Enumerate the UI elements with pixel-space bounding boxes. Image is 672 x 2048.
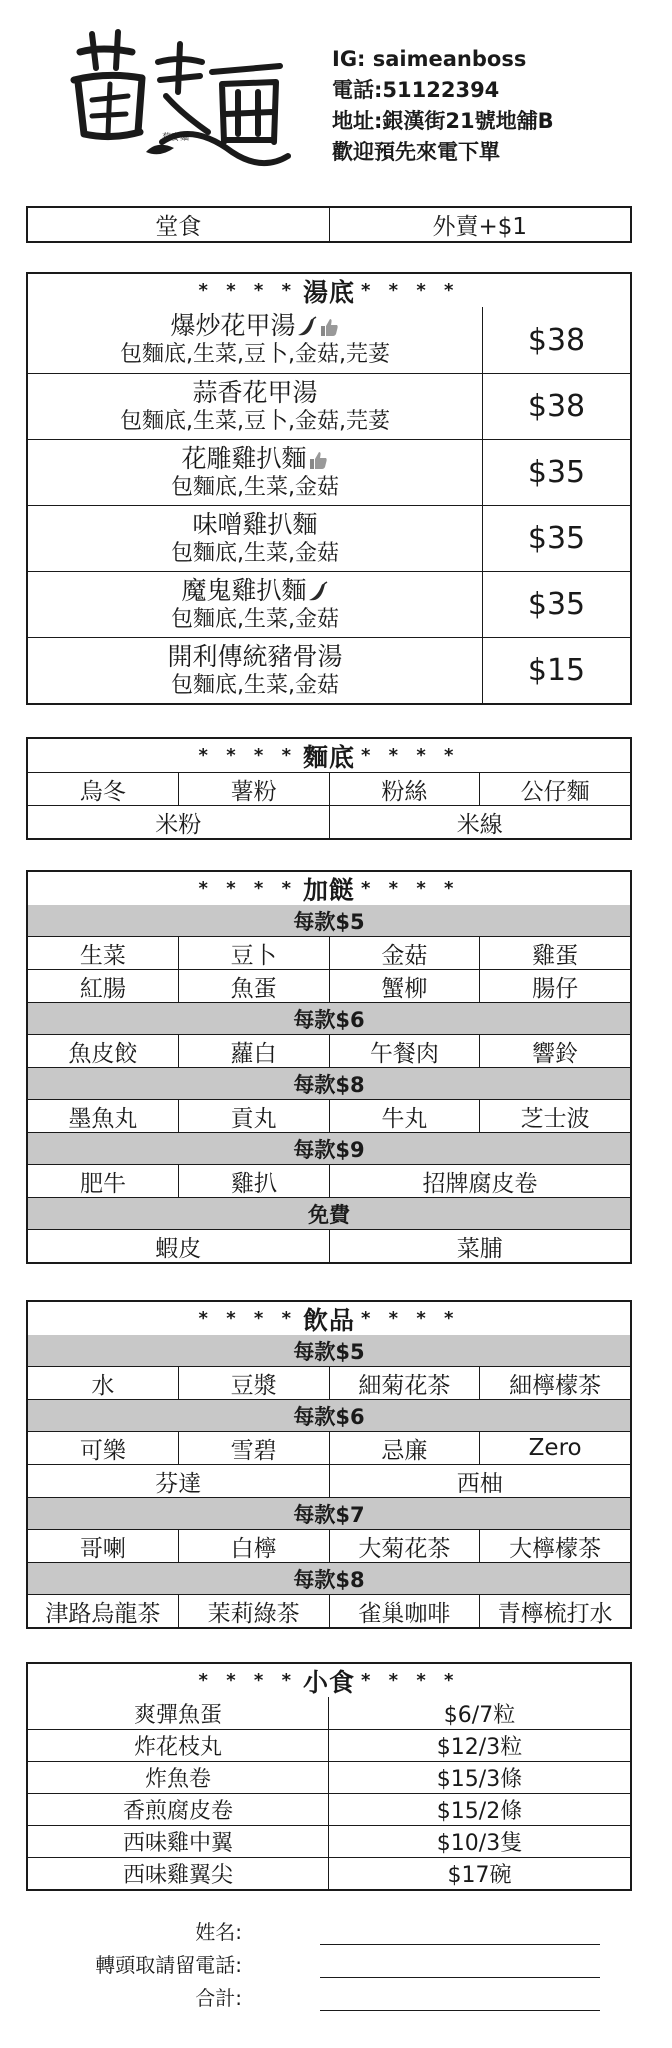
drink-price-band xyxy=(28,1399,630,1431)
total-field[interactable] xyxy=(320,2009,600,2011)
snack-price: $12/3粒 xyxy=(328,1730,630,1761)
soup-item-row[interactable] xyxy=(28,373,630,439)
drink-option[interactable]: 津路烏龍茶 xyxy=(45,1600,161,1627)
topping-option[interactable]: 魚蛋 xyxy=(178,970,329,1002)
topping-option[interactable]: 招牌腐皮卷 xyxy=(329,1165,630,1197)
soup-dish xyxy=(28,638,482,703)
soup-item-row[interactable] xyxy=(28,439,630,505)
snacks-section xyxy=(26,1662,632,1891)
soup-name xyxy=(192,510,317,539)
soup-price: $38 xyxy=(482,307,630,373)
soup-description: 包麵底,生菜,金菇 xyxy=(171,540,339,566)
soup-description: 包麵底,生菜,金菇 xyxy=(171,474,339,500)
drink-option[interactable]: 哥喇 xyxy=(79,1535,126,1562)
topping-option[interactable]: 響鈴 xyxy=(479,1035,630,1067)
thumbs-up-icon xyxy=(318,316,340,338)
drink-row xyxy=(28,1594,630,1627)
topping-option[interactable]: 午餐肉 xyxy=(329,1035,480,1067)
noodle-option[interactable]: 薯粉 xyxy=(178,773,329,805)
snack-name: 炸花枝丸 xyxy=(133,1735,222,1760)
topping-price-label: 免費 xyxy=(28,1198,630,1229)
chili-icon xyxy=(296,316,318,338)
topping-option[interactable]: 貢丸 xyxy=(178,1100,329,1132)
noodle-option[interactable]: 米粉 xyxy=(155,811,202,838)
snack-name: 爽彈魚蛋 xyxy=(133,1702,222,1728)
topping-option[interactable]: 豆卜 xyxy=(178,937,329,969)
shop-info xyxy=(332,44,554,168)
drink-row xyxy=(28,1431,630,1464)
snack-price: $15/3條 xyxy=(328,1762,630,1793)
soup-dish xyxy=(28,307,482,373)
topping-price-band xyxy=(28,1067,630,1099)
drink-option[interactable]: 水 xyxy=(91,1372,115,1399)
chili-icon xyxy=(307,581,329,603)
drink-option[interactable]: 豆漿 xyxy=(178,1367,329,1399)
shop-logo xyxy=(62,22,302,192)
soup-price: $35 xyxy=(482,440,630,505)
drink-option[interactable]: 青檸梳打水 xyxy=(479,1595,630,1627)
drink-price-band xyxy=(28,1562,630,1594)
topping-option[interactable]: 墨魚丸 xyxy=(68,1105,138,1132)
name-field[interactable] xyxy=(320,1943,600,1945)
drink-row xyxy=(28,1464,630,1497)
soup-item-row[interactable] xyxy=(28,505,630,571)
snack-item-row[interactable] xyxy=(28,1825,630,1857)
order-form-footer xyxy=(60,1912,640,2011)
snack-item-row[interactable] xyxy=(28,1857,630,1889)
soup-item-row[interactable] xyxy=(28,637,630,703)
soup-price: $35 xyxy=(482,506,630,571)
drink-option[interactable]: Zero xyxy=(479,1432,630,1464)
order-type-box xyxy=(26,206,632,243)
soup-description: 包麵底,生菜,金菇 xyxy=(171,606,339,632)
thumbs-up-icon xyxy=(307,449,329,471)
snack-name: 炸魚卷 xyxy=(144,1767,211,1792)
topping-option[interactable]: 紅腸 xyxy=(79,975,126,1002)
topping-row xyxy=(28,1229,630,1262)
snack-name: 西味雞中翼 xyxy=(122,1831,233,1856)
soup-item-row[interactable] xyxy=(28,571,630,637)
topping-row xyxy=(28,1034,630,1067)
header xyxy=(0,0,672,200)
name-label: 姓名: xyxy=(195,1920,242,1944)
topping-row xyxy=(28,936,630,969)
noodle-section xyxy=(26,737,632,840)
noodle-title: * * * * 麵底 * * * * xyxy=(198,742,460,772)
toppings-section xyxy=(26,870,632,1264)
phone-label: 轉頭取請留電話: xyxy=(95,1953,242,1977)
drink-price-band xyxy=(28,1335,630,1366)
topping-price-label: 每款$8 xyxy=(28,1068,630,1099)
drink-option[interactable]: 大菊花茶 xyxy=(329,1530,480,1562)
snack-item-row[interactable] xyxy=(28,1761,630,1793)
noodle-option[interactable]: 公仔麵 xyxy=(479,773,630,805)
topping-price-label: 每款$5 xyxy=(28,905,630,936)
topping-option[interactable]: 芝士波 xyxy=(479,1100,630,1132)
soup-name-text: 花雕雞扒麵 xyxy=(181,443,307,473)
snack-item-row[interactable] xyxy=(28,1729,630,1761)
soup-title: * * * * 湯底 * * * * xyxy=(198,277,460,307)
drink-price-label: 每款$6 xyxy=(28,1400,630,1431)
soup-name xyxy=(170,311,339,340)
snack-item-row[interactable] xyxy=(28,1697,630,1729)
soup-price: $38 xyxy=(482,374,630,439)
topping-price-label: 每款$9 xyxy=(28,1133,630,1164)
soup-description: 包麵底,生菜,豆卜,金菇,芫荽 xyxy=(120,342,390,367)
snack-name: 西味雞翼尖 xyxy=(122,1863,233,1888)
topping-option[interactable]: 蝦皮 xyxy=(155,1235,202,1262)
soup-name xyxy=(192,378,317,407)
soup-name xyxy=(167,642,342,671)
noodle-option[interactable]: 粉絲 xyxy=(329,773,480,805)
shop-address: 地址:銀漢街21號地舖B xyxy=(332,109,554,133)
snack-name: 香煎腐皮卷 xyxy=(122,1799,233,1824)
drink-option[interactable]: 芬達 xyxy=(155,1470,202,1497)
soup-price: $35 xyxy=(482,572,630,637)
topping-price-band xyxy=(28,1197,630,1229)
drink-option[interactable]: 大檸檬茶 xyxy=(479,1530,630,1562)
soup-dish xyxy=(28,374,482,439)
topping-option[interactable]: 牛丸 xyxy=(329,1100,480,1132)
drinks-section xyxy=(26,1300,632,1629)
shop-phone: 電話:51122394 xyxy=(332,78,500,102)
drink-option[interactable]: 可樂 xyxy=(79,1437,126,1464)
soup-section xyxy=(26,272,632,705)
snack-price: $6/7粒 xyxy=(328,1697,630,1729)
phone-field[interactable] xyxy=(320,1976,600,1978)
topping-option[interactable]: 雞蛋 xyxy=(479,937,630,969)
soup-name-text: 味噌雞扒麵 xyxy=(192,509,318,539)
soup-description: 包麵底,生菜,金菇 xyxy=(171,672,339,698)
soup-price: $15 xyxy=(482,638,630,703)
soup-dish xyxy=(28,506,482,571)
drink-option[interactable]: 西柚 xyxy=(329,1465,631,1497)
topping-option[interactable]: 生菜 xyxy=(79,942,126,969)
topping-row xyxy=(28,1164,630,1197)
drink-option[interactable]: 茉莉綠茶 xyxy=(178,1595,329,1627)
soup-item-row[interactable] xyxy=(28,307,630,373)
soup-description: 包麵底,生菜,豆卜,金菇,芫荽 xyxy=(120,408,390,434)
snack-price: $17碗 xyxy=(328,1858,630,1889)
snack-price: $10/3隻 xyxy=(328,1826,630,1857)
total-label: 合計: xyxy=(195,1986,242,2010)
toppings-title: * * * * 加餸 * * * * xyxy=(198,875,460,905)
drink-price-label: 每款$5 xyxy=(28,1335,630,1366)
noodle-option[interactable]: 米線 xyxy=(329,806,631,838)
drink-option[interactable]: 白檸 xyxy=(178,1530,329,1562)
snack-item-row[interactable] xyxy=(28,1793,630,1825)
soup-name-text: 蒜香花甲湯 xyxy=(192,377,318,407)
soup-dish xyxy=(28,572,482,637)
topping-option[interactable]: 菜脯 xyxy=(329,1230,631,1262)
soup-name-text: 魔鬼雞扒麵 xyxy=(181,575,307,605)
topping-option[interactable]: 金菇 xyxy=(329,937,480,969)
drink-option[interactable]: 忌廉 xyxy=(329,1432,480,1464)
topping-price-band xyxy=(28,1132,630,1164)
soup-name-text: 爆炒花甲湯 xyxy=(170,311,296,340)
topping-option[interactable]: 肥牛 xyxy=(80,1170,126,1197)
soup-name-text: 開利傳統豬骨湯 xyxy=(167,641,343,671)
drink-row xyxy=(28,1529,630,1562)
instagram-handle: IG: saimeanboss xyxy=(332,47,527,71)
topping-row xyxy=(28,969,630,1002)
drink-price-band xyxy=(28,1497,630,1529)
topping-option[interactable]: 蟹柳 xyxy=(329,970,480,1002)
topping-price-band xyxy=(28,905,630,936)
takeaway-option[interactable]: 外賣+$1 xyxy=(329,208,631,241)
soup-name xyxy=(181,444,328,473)
topping-price-label: 每款$6 xyxy=(28,1003,630,1034)
drinks-title: * * * * 飲品 * * * * xyxy=(198,1305,460,1335)
snack-price: $15/2條 xyxy=(328,1794,630,1825)
topping-option[interactable]: 腸仔 xyxy=(479,970,630,1002)
topping-row xyxy=(28,1099,630,1132)
drink-option[interactable]: 雪碧 xyxy=(178,1432,329,1464)
soup-name xyxy=(181,576,328,605)
drink-row xyxy=(28,1366,630,1399)
topping-option[interactable]: 雞扒 xyxy=(178,1165,329,1197)
soup-dish xyxy=(28,440,482,505)
noodle-option[interactable]: 烏冬 xyxy=(79,778,126,805)
topping-price-band xyxy=(28,1002,630,1034)
topping-option[interactable]: 蘿白 xyxy=(178,1035,329,1067)
snacks-title: * * * * 小食 * * * * xyxy=(198,1667,460,1697)
drink-price-label: 每款$7 xyxy=(28,1498,630,1529)
dine-in-option[interactable]: 堂食 xyxy=(155,214,202,240)
welcome-note: 歡迎預先來電下單 xyxy=(332,140,500,164)
drink-option[interactable]: 細菊花茶 xyxy=(329,1367,480,1399)
drink-price-label: 每款$8 xyxy=(28,1563,630,1594)
drink-option[interactable]: 雀巢咖啡 xyxy=(329,1595,480,1627)
logo-text: 莓麥麵 xyxy=(162,133,190,143)
drink-option[interactable]: 細檸檬茶 xyxy=(479,1367,630,1399)
topping-option[interactable]: 魚皮餃 xyxy=(68,1040,138,1067)
